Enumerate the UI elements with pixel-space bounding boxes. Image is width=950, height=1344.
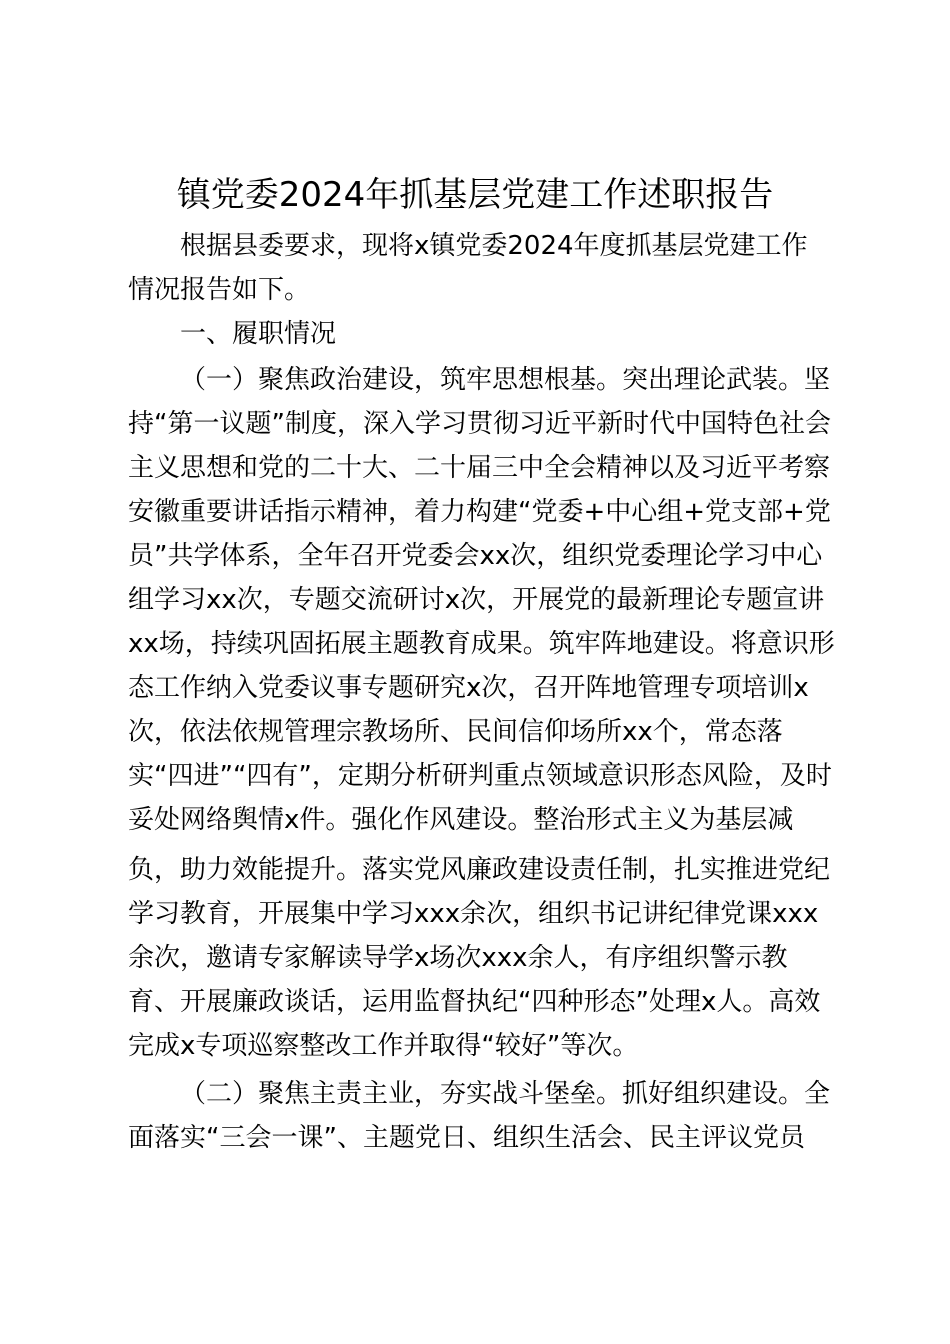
paragraph-line: xx场，持续巩固拓展主题教育成果。筑牢阵地建设。将意识形: [128, 629, 835, 659]
paragraph-line: 实“四进”“四有”，定期分析研判重点领域意识形态风险，及时: [128, 761, 832, 791]
paragraph-line: 持“第一议题”制度，深入学习贯彻习近平新时代中国特色社会: [128, 409, 831, 439]
paragraph-line: 安徽重要讲话指示精神，着力构建“党委+中心组+党支部+党: [128, 497, 831, 527]
paragraph-line: 组学习xx次，专题交流研讨x次，开展党的最新理论专题宣讲: [128, 585, 825, 615]
paragraph-line: （一）聚焦政治建设，筑牢思想根基。突出理论武装。坚: [180, 365, 831, 395]
paragraph-line: （二）聚焦主责主业，夯实战斗堡垒。抓好组织建设。全: [180, 1079, 831, 1109]
section-heading: 一、履职情况: [180, 319, 337, 349]
document-title: 镇党委2024年抓基层党建工作述职报告: [176, 175, 774, 215]
paragraph-line: 育、开展廉政谈话，运用监督执纪“四种形态”处理x人。高效: [128, 987, 821, 1017]
paragraph-line: 余次，邀请专家解读导学x场次xxx余人，有序组织警示教: [128, 943, 788, 973]
paragraph-line: 负，助力效能提升。落实党风廉政建设责任制，扎实推进党纪: [128, 855, 831, 885]
paragraph-line: 态工作纳入党委议事专题研究x次，召开阵地管理专项培训x: [128, 673, 809, 703]
paragraph-line: 主义思想和党的二十大、二十届三中全会精神以及习近平考察: [128, 453, 831, 483]
paragraph-line: 次，依法依规管理宗教场所、民间信仰场所xx个，常态落: [128, 717, 783, 747]
paragraph-line: 面落实“三会一课”、主题党日、组织生活会、民主评议党员: [128, 1123, 805, 1153]
paragraph-line: 情况报告如下。: [128, 275, 311, 305]
paragraph-line: 根据县委要求，现将x镇党委2024年度抓基层党建工作: [180, 231, 808, 261]
paragraph-line: 完成x专项巡察整改工作并取得“较好”等次。: [128, 1031, 639, 1061]
paragraph-line: 员”共学体系，全年召开党委会xx次，组织党委理论学习中心: [128, 541, 823, 571]
paragraph-line: 学习教育，开展集中学习xxx余次，组织书记讲纪律党课xxx: [128, 899, 819, 929]
paragraph-line: 妥处网络舆情x件。强化作风建设。整治形式主义为基层减: [128, 805, 794, 835]
